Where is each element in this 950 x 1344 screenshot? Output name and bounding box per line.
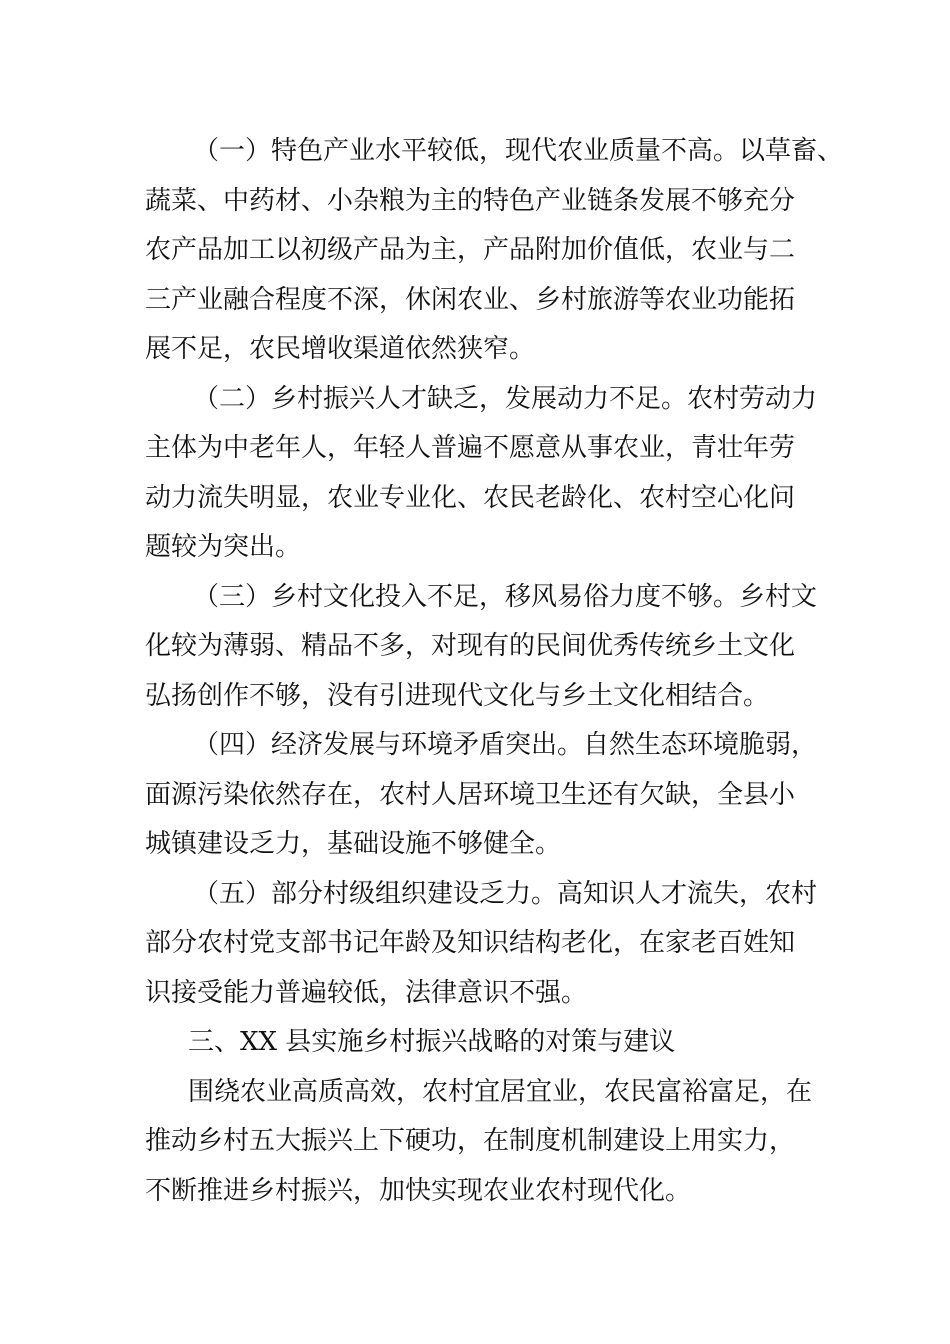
paragraph-line: （三）乡村文化投入不足，移风易俗力度不够。乡村文 <box>193 581 818 612</box>
paragraph-line: 面源污染依然存在，农村人居环境卫生还有欠缺，全县小 <box>145 779 796 810</box>
closing-paragraph <box>145 1068 813 1217</box>
paragraph-line: 展不足，农民增收渠道依然狭窄。 <box>145 334 536 364</box>
paragraph-line: （五）部分村级组织建设乏力。高知识人才流失，农村 <box>193 878 818 909</box>
paragraph-line: 部分农村党支部书记年龄及知识结构老化，在家老百姓知 <box>145 928 796 958</box>
paragraph-line: 围绕农业高质高效，农村宜居宜业，农民富裕富足，在 <box>188 1076 813 1107</box>
paragraph-3 <box>145 573 818 722</box>
paragraph-line: 蔬菜、中药材、小杂粮为主的特色产业链条发展不够充分 <box>145 185 796 216</box>
paragraph-line: 三产业融合程度不深，休闲农业、乡村旅游等农业功能拓 <box>145 284 796 315</box>
paragraph-1 <box>145 127 844 375</box>
paragraph-line: 化较为薄弱、精品不多，对现有的民间优秀传统乡土文化 <box>145 631 796 661</box>
paragraph-line: 农产品加工以初级产品为主，产品附加价值低，农业与二 <box>145 235 796 265</box>
paragraph-2 <box>145 375 818 573</box>
paragraph-line: 识接受能力普遍较低，法律意识不强。 <box>145 977 588 1008</box>
paragraph-line: 弘扬创作不够，没有引进现代文化与乡土文化相结合。 <box>145 680 770 711</box>
paragraph-line: 城镇建设乏力，基础设施不够健全。 <box>145 829 562 859</box>
paragraph-line: 主体为中老年人，年轻人普遍不愿意从事农业，青壮年劳 <box>145 433 796 463</box>
section-heading: 三、XX 县实施乡村振兴战略的对策与建议 <box>188 1027 676 1057</box>
paragraph-4 <box>145 721 818 870</box>
paragraph-line: （二）乡村振兴人才缺乏，发展动力不足。农村劳动力 <box>193 383 818 414</box>
paragraph-line: （一）特色产业水平较低，现代农业质量不高。以草畜、 <box>193 136 844 166</box>
document-body <box>145 127 844 1216</box>
paragraph-5 <box>145 870 818 1019</box>
paragraph-line: 推动乡村五大振兴上下硬功，在制度机制建设上用实力， <box>145 1126 796 1156</box>
paragraph-line: 动力流失明显，农业专业化、农民老龄化、农村空心化问 <box>145 482 796 513</box>
paragraph-line: 题较为突出。 <box>145 532 302 562</box>
paragraph-line: （四）经济发展与环境矛盾突出。自然生态环境脆弱， <box>193 730 818 760</box>
paragraph-line: 不断推进乡村振兴，加快实现农业农村现代化。 <box>145 1175 692 1206</box>
